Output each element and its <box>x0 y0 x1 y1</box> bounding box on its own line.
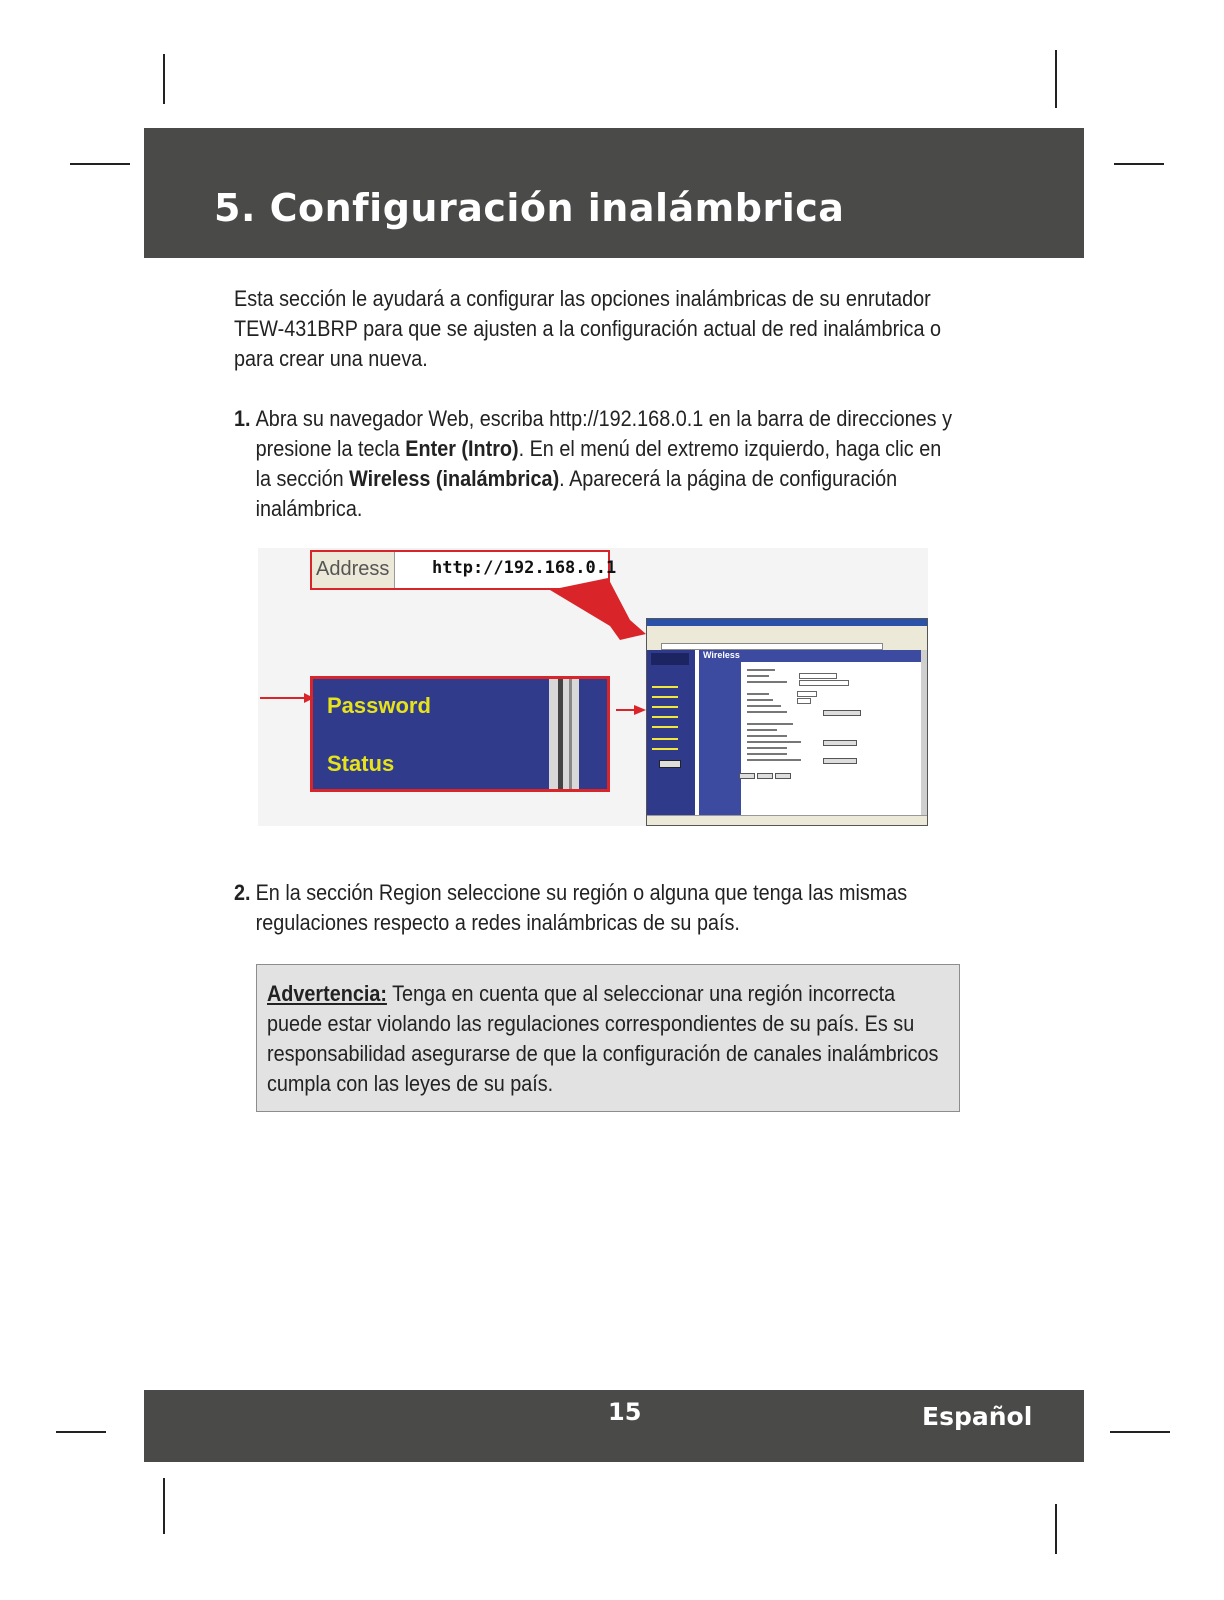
browser-window-thumbnail <box>646 618 928 826</box>
form-row <box>747 729 777 731</box>
help-button <box>775 773 791 779</box>
key-name: Enter (Intro) <box>405 436 519 461</box>
language-label: Español <box>922 1402 1033 1431</box>
crop-mark <box>1055 1504 1057 1554</box>
form-row <box>747 675 769 677</box>
menu-item-status: Status <box>327 751 395 776</box>
form-row <box>747 693 769 695</box>
form-row <box>747 735 787 737</box>
warning-label: Advertencia: <box>267 981 387 1006</box>
menu-callout <box>310 676 610 792</box>
crop-mark <box>1114 163 1164 165</box>
form-row <box>747 711 787 713</box>
wireless-setup-screenshot <box>258 548 928 826</box>
crop-mark <box>56 1431 106 1433</box>
menu-item-password: Password <box>327 693 431 718</box>
cancel-button <box>757 773 773 779</box>
page-title: 5. Configuración inalámbrica <box>214 186 845 230</box>
step-1-text <box>234 404 954 524</box>
form-row <box>747 723 793 725</box>
trendnet-logo <box>651 653 689 665</box>
wireless-title: Wireless <box>703 650 740 660</box>
form-row <box>747 759 801 761</box>
browser-status-bar <box>647 815 927 825</box>
router-sidebar <box>647 650 695 815</box>
step-number: 1. <box>234 406 251 431</box>
sidebar-link <box>652 706 678 708</box>
title-bar <box>647 619 927 626</box>
warning-body: Tenga en cuenta que al seleccionar una región incorrecta puede estar violando las regulaciones correspondientes de su país. Es su responsabilidad asegurarse de que la configuración de canales inalámbricos cumpla con las leyes de su país. <box>267 981 939 1096</box>
ssid-field <box>799 680 849 686</box>
select-stations-button <box>823 758 857 764</box>
section-labels-column <box>699 650 741 815</box>
step-1 <box>234 404 954 524</box>
warning-box <box>256 964 960 1112</box>
sidebar-link <box>652 738 678 740</box>
sidebar-link <box>652 716 678 718</box>
logout-button <box>659 760 681 768</box>
form-row <box>747 699 773 701</box>
step-number: 2. <box>234 880 251 905</box>
step-2-text: En la sección Region seleccione su región o alguna que tenga las mismas regulaciones respecto a redes inalámbricas de su país. <box>255 880 908 935</box>
browser-scrollbar <box>921 650 927 815</box>
crop-mark <box>163 1478 165 1534</box>
sidebar-link <box>652 748 678 750</box>
step-text: . Aparecerá la página de configuración inalámbrica. <box>255 466 898 521</box>
crop-mark <box>163 54 165 104</box>
form-row <box>747 741 801 743</box>
intro-paragraph: Esta sección le ayudará a configurar las opciones inalámbricas de su enrutador TEW-431BRP para que se ajusten a la configuración actual de red inalámbrica o para crear una nueva. <box>234 286 941 371</box>
save-button <box>739 773 755 779</box>
address-label: Address <box>312 552 395 588</box>
form-row <box>747 669 775 671</box>
region-select <box>799 673 837 679</box>
sidebar-link <box>652 696 678 698</box>
form-row <box>747 753 787 755</box>
crop-mark <box>1055 50 1057 108</box>
menu-section-name: Wireless (inalámbrica) <box>349 466 560 491</box>
warning-text <box>267 979 951 1099</box>
form-row <box>747 705 781 707</box>
channel-select <box>797 698 811 704</box>
configure-button <box>823 710 861 716</box>
form-row <box>747 681 787 683</box>
crop-mark <box>70 163 130 165</box>
form-row <box>747 747 787 749</box>
address-value: http://192.168.0.1 <box>432 558 617 578</box>
step-text: . En el menú del extremo izquierdo, haga clic en la sección <box>255 436 942 491</box>
menu-to-browser-arrow-head-icon <box>634 705 646 715</box>
step-text: Abra su navegador Web, escriba http://192.168.0.1 en la barra de direcciones y presione la tecla <box>255 406 952 461</box>
sidebar-link <box>652 686 678 688</box>
browser-toolbar <box>647 626 927 643</box>
mode-select <box>797 691 817 697</box>
select-stations-button <box>823 740 857 746</box>
menu-scrollbar <box>549 679 579 789</box>
page-number: 15 <box>608 1398 642 1426</box>
sidebar-link <box>652 726 678 728</box>
step-2 <box>234 878 963 938</box>
crop-mark <box>1110 1431 1170 1433</box>
browser-address-bar <box>647 642 927 650</box>
address-bar-callout <box>310 550 617 590</box>
